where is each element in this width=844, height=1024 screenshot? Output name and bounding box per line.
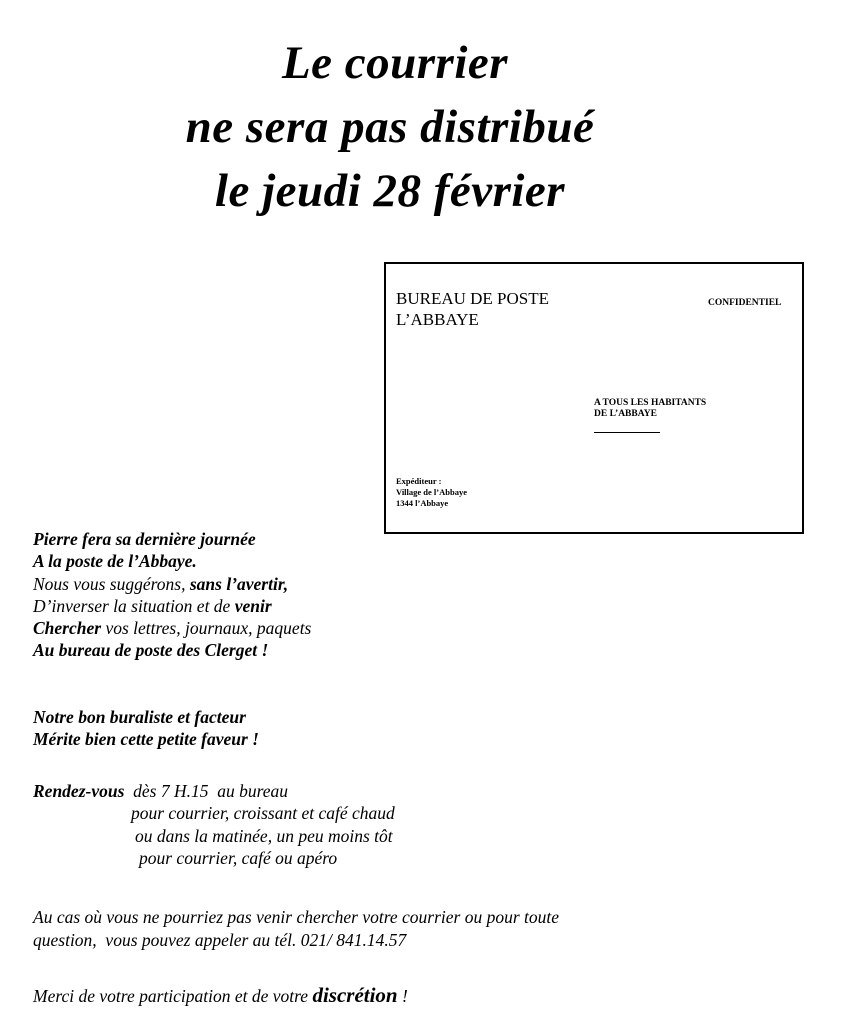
poem-line-3-emphasis: sans l’avertir, xyxy=(189,573,289,594)
rendezvous-line-2: pour courrier, croissant et café chaud xyxy=(131,803,395,824)
poem-line-4-emphasis: venir xyxy=(234,595,272,616)
headline-line-3: le jeudi 28 février xyxy=(214,165,566,217)
thanks-emphasis: discrétion xyxy=(312,983,398,1007)
rendezvous-line-1 xyxy=(33,780,395,802)
headline-line-2: ne sera pas distribué xyxy=(185,101,595,153)
announcement-paragraph xyxy=(33,528,311,662)
recipient-line-2: DE L’ABBAYE xyxy=(594,409,657,419)
post-office-location: L’ABBAYE xyxy=(396,310,479,329)
rendezvous-time: dès 7 H.15 au bureau xyxy=(124,781,289,801)
post-office-address xyxy=(396,288,549,330)
rendezvous-label: Rendez-vous xyxy=(33,781,125,801)
sender-line-2: 1344 l’Abbaye xyxy=(396,498,449,508)
poem-line-3-text: Nous vous suggérons, xyxy=(33,573,190,594)
contact-paragraph xyxy=(33,906,559,952)
poem-line-5-emphasis: Chercher xyxy=(33,618,102,639)
poem-line-4-text: D’inverser la situation et de xyxy=(33,595,235,616)
contact-line-1: Au cas où vous ne pourriez pas venir chercher votre courrier ou pour toute xyxy=(33,907,560,927)
thanks-text: Merci de votre participation et de votre xyxy=(33,986,313,1006)
rendezvous-paragraph xyxy=(33,780,395,869)
poem-line-5 xyxy=(33,617,311,639)
tribute-paragraph xyxy=(33,706,259,751)
tribute-line-2: Mérite bien cette petite faveur ! xyxy=(33,729,259,750)
recipient-line-1: A TOUS LES HABITANTS xyxy=(594,398,707,408)
post-office-name: BUREAU DE POSTE xyxy=(396,289,550,308)
confidential-mark: CONFIDENTIEL xyxy=(708,298,782,308)
thanks-end: ! xyxy=(397,986,408,1006)
headline-line-1: Le courrier xyxy=(281,37,509,89)
poem-line-1: Pierre fera sa dernière journée xyxy=(33,529,256,549)
poem-line-5-text: vos lettres, journaux, paquets xyxy=(101,618,312,639)
rendezvous-line-3: ou dans la matinée, un peu moins tôt xyxy=(135,825,393,846)
envelope xyxy=(384,262,804,534)
sender-label: Expéditeur : xyxy=(396,476,442,486)
sender-line-1: Village de l’Abbaye xyxy=(396,487,467,497)
recipient-address xyxy=(594,398,706,420)
poem-line-3 xyxy=(33,573,311,595)
tribute-line-1: Notre bon buraliste et facteur xyxy=(33,707,246,727)
poem-line-6: Au bureau de poste des Clerget ! xyxy=(33,640,269,661)
recipient-underline xyxy=(594,432,660,433)
thanks-line xyxy=(33,984,408,1007)
contact-line-2: question, vous pouvez appeler au tél. 021/ 841.14.57 xyxy=(33,930,407,950)
rendezvous-line-4: pour courrier, café ou apéro xyxy=(139,847,338,868)
poem-line-4 xyxy=(33,595,311,617)
poem-line-2: A la poste de l’Abbaye. xyxy=(33,551,197,572)
sender-address xyxy=(396,476,467,509)
